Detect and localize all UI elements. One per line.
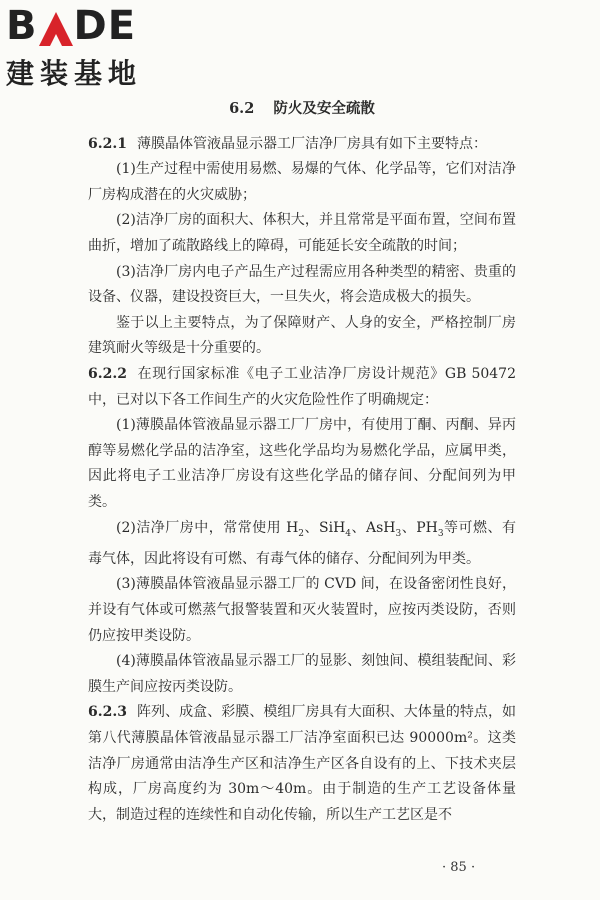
clause-number: 6.2.3 — [88, 704, 127, 721]
clause-paragraph: (2)洁净厂房的面积大、体积大，并且常常是平面布置，空间布置曲折，增加了疏散路线上的障碍，可能延长安全疏散的时间； — [88, 212, 516, 254]
clause-paragraph: 鉴于以上主要特点，为了保障财产、人身的安全，严格控制厂房建筑耐火等级是十分重要的。 — [88, 314, 516, 357]
clause-number: 6.2.2 — [88, 365, 127, 382]
gas-text-2: 、SiH — [304, 519, 346, 536]
clause-paragraph — [88, 132, 516, 158]
page-number: · 85 · — [442, 860, 476, 875]
clause-paragraph — [88, 700, 516, 828]
logo-subtitle: 建装基地 — [6, 57, 143, 90]
subscript: 3 — [395, 528, 402, 539]
clause-paragraph: (3)洁净厂房内电子产品生产过程需应用各种类型的精密、贵重的设备、仪器，建设投资巨大，一旦失火，将会造成极大的损失。 — [88, 263, 516, 306]
clause-paragraph: (1)生产过程中需使用易燃、易爆的气体、化学品等，它们对洁净厂房构成潜在的火灾威胁； — [88, 161, 516, 203]
clause-paragraph — [88, 362, 516, 413]
clause-paragraph: (4)薄膜晶体管液晶显示器工厂的显影、刻蚀间、模组装配间、彩膜生产间应按丙类设防。 — [88, 653, 516, 695]
clause-text: 薄膜晶体管液晶显示器工厂洁净厂房具有如下主要特点： — [136, 135, 487, 152]
section-title: 防火及安全疏散 — [273, 100, 375, 117]
logo-triangle-icon — [39, 10, 73, 48]
clause-paragraph: (3)薄膜晶体管液晶显示器工厂的 CVD 间，在设备密闭性良好，并设有气体或可燃蒸气报警装置和灭火装置时，应按丙类设防，否则仍应按甲类设防。 — [88, 576, 516, 644]
gas-text-4: 、PH — [401, 519, 438, 536]
gas-text-1: (2)洁净厂房中，常常使用 H — [116, 519, 299, 536]
logo-letters-de: DE — [73, 3, 137, 49]
section-heading — [88, 96, 516, 122]
logo-wordmark — [6, 4, 186, 48]
clause-paragraph — [88, 516, 516, 573]
page-body — [88, 96, 516, 828]
subscript: 2 — [298, 528, 305, 539]
clause-text: 在现行国家标准《电子工业洁净厂房设计规范》GB 50472中，已对以下各工作间生产的火灾危险性作了明确规定： — [88, 365, 516, 408]
gas-text-5: 等可燃、有毒气体，因此将设有可燃、有毒气体的储存、分配间列为甲类。 — [88, 519, 516, 567]
gas-text-3: 、AsH — [351, 519, 396, 536]
subscript: 3 — [437, 528, 444, 539]
clause-text: 阵列、成盒、彩膜、模组厂房具有大面积、大体量的特点，如第八代薄膜晶体管液晶显示器工厂洁净室面积已达 90000m²。这类洁净厂房通常由洁净生产区和洁净生产区各自设有的上、下技术夹层构成，厂房高度约为 30m～40m。由于制造的生产工艺设备体量大，制造过程的连续性和自动化传输，所以生产工艺区是不 — [88, 704, 516, 823]
logo-letters-b: B — [6, 3, 38, 49]
subscript: 4 — [345, 528, 352, 539]
clause-paragraph: (1)薄膜晶体管液晶显示器工厂厂房中，有使用丁酮、丙酮、异丙醇等易燃化学品的洁净室，这些化学品均为易燃化学品，应属甲类，因此将电子工业洁净厂房设有这些化学品的储存间、分配间列为甲类。 — [88, 417, 516, 510]
clause-number: 6.2.1 — [88, 135, 127, 152]
section-number: 6.2 — [229, 100, 255, 117]
bade-logo — [6, 4, 186, 96]
